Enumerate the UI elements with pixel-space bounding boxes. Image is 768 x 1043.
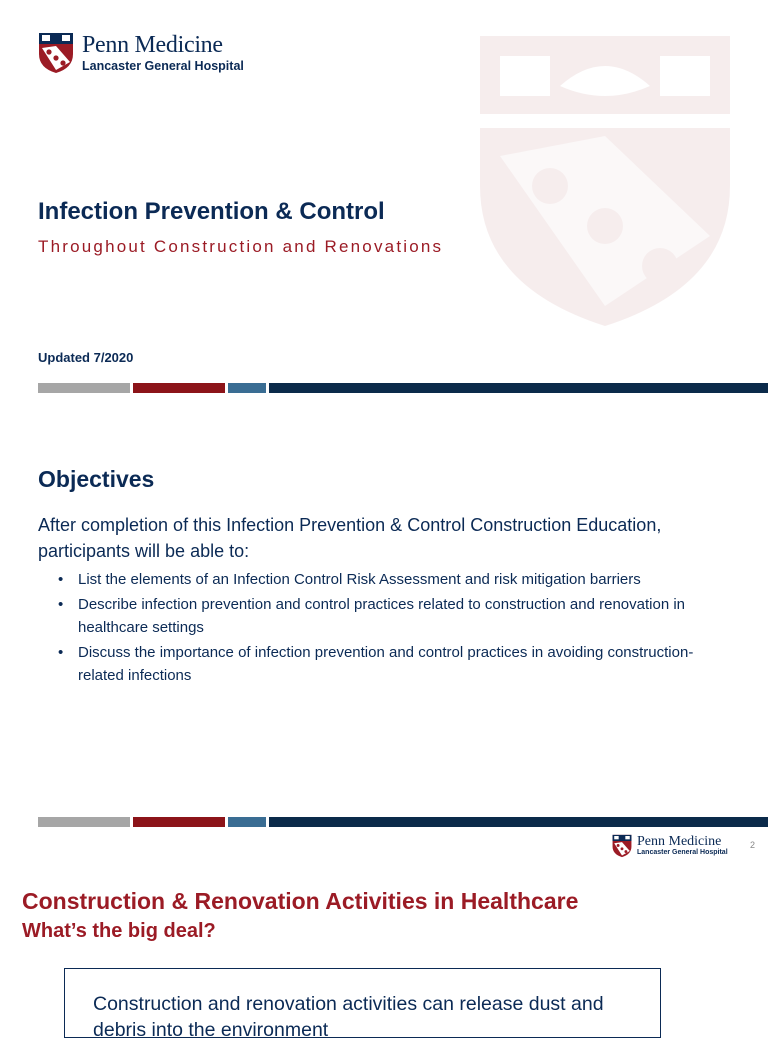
list-item-text: List the elements of an Infection Control Risk Assessment and risk mitigation barriers <box>78 571 641 588</box>
slide-subtitle: What’s the big deal? <box>22 920 216 942</box>
callout-text: Construction and renovation activities can release dust and debris into the environment <box>93 993 604 1041</box>
updated-date: Updated 7/2020 <box>38 350 134 365</box>
logo-sub-text: Lancaster General Hospital <box>637 849 728 856</box>
page-number: 2 <box>750 840 756 850</box>
logo-sub-text: Lancaster General Hospital <box>82 59 244 73</box>
list-item <box>58 641 728 687</box>
navy-bar <box>269 817 768 827</box>
construction-slide <box>0 832 768 1041</box>
slide-title: Construction & Renovation Activities in Healthcare <box>22 888 579 914</box>
list-item <box>58 593 728 639</box>
objectives-list <box>58 568 728 689</box>
penn-medicine-logo-small <box>612 834 728 858</box>
list-item <box>58 568 728 591</box>
callout-box <box>64 968 661 1041</box>
steel-bar <box>228 383 266 393</box>
list-item-text: Discuss the importance of infection prevention and control practices in avoiding construction-related infections <box>78 644 694 684</box>
crimson-bar <box>133 817 225 827</box>
objectives-lead: After completion of this Infection Prevention & Control Construction Education, participants will be able to: <box>38 515 662 561</box>
gray-bar <box>38 383 130 393</box>
bullet-dot-icon: • <box>58 596 64 613</box>
penn-shield-icon <box>38 32 74 74</box>
bullet-dot-icon: • <box>58 644 64 661</box>
divider-bars <box>38 817 768 827</box>
slide-subtitle: Throughout Construction and Renovations <box>38 237 444 256</box>
list-item-text: Describe infection prevention and control practices related to construction and renovation in healthcare settings <box>78 596 686 636</box>
logo-brand-text: Penn Medicine <box>637 834 722 849</box>
steel-bar <box>228 817 266 827</box>
bullet-dot-icon: • <box>58 571 64 588</box>
penn-shield-icon <box>612 834 632 858</box>
crimson-bar <box>133 383 225 393</box>
title-slide <box>0 0 768 420</box>
slide-title: Infection Prevention & Control <box>38 198 385 225</box>
navy-bar <box>269 383 768 393</box>
objectives-slide <box>0 420 768 832</box>
shield-watermark-icon <box>480 36 730 326</box>
penn-medicine-logo <box>38 32 244 74</box>
divider-bars <box>38 383 768 393</box>
objectives-title: Objectives <box>38 466 155 492</box>
logo-brand-text: Penn Medicine <box>82 32 223 58</box>
gray-bar <box>38 817 130 827</box>
